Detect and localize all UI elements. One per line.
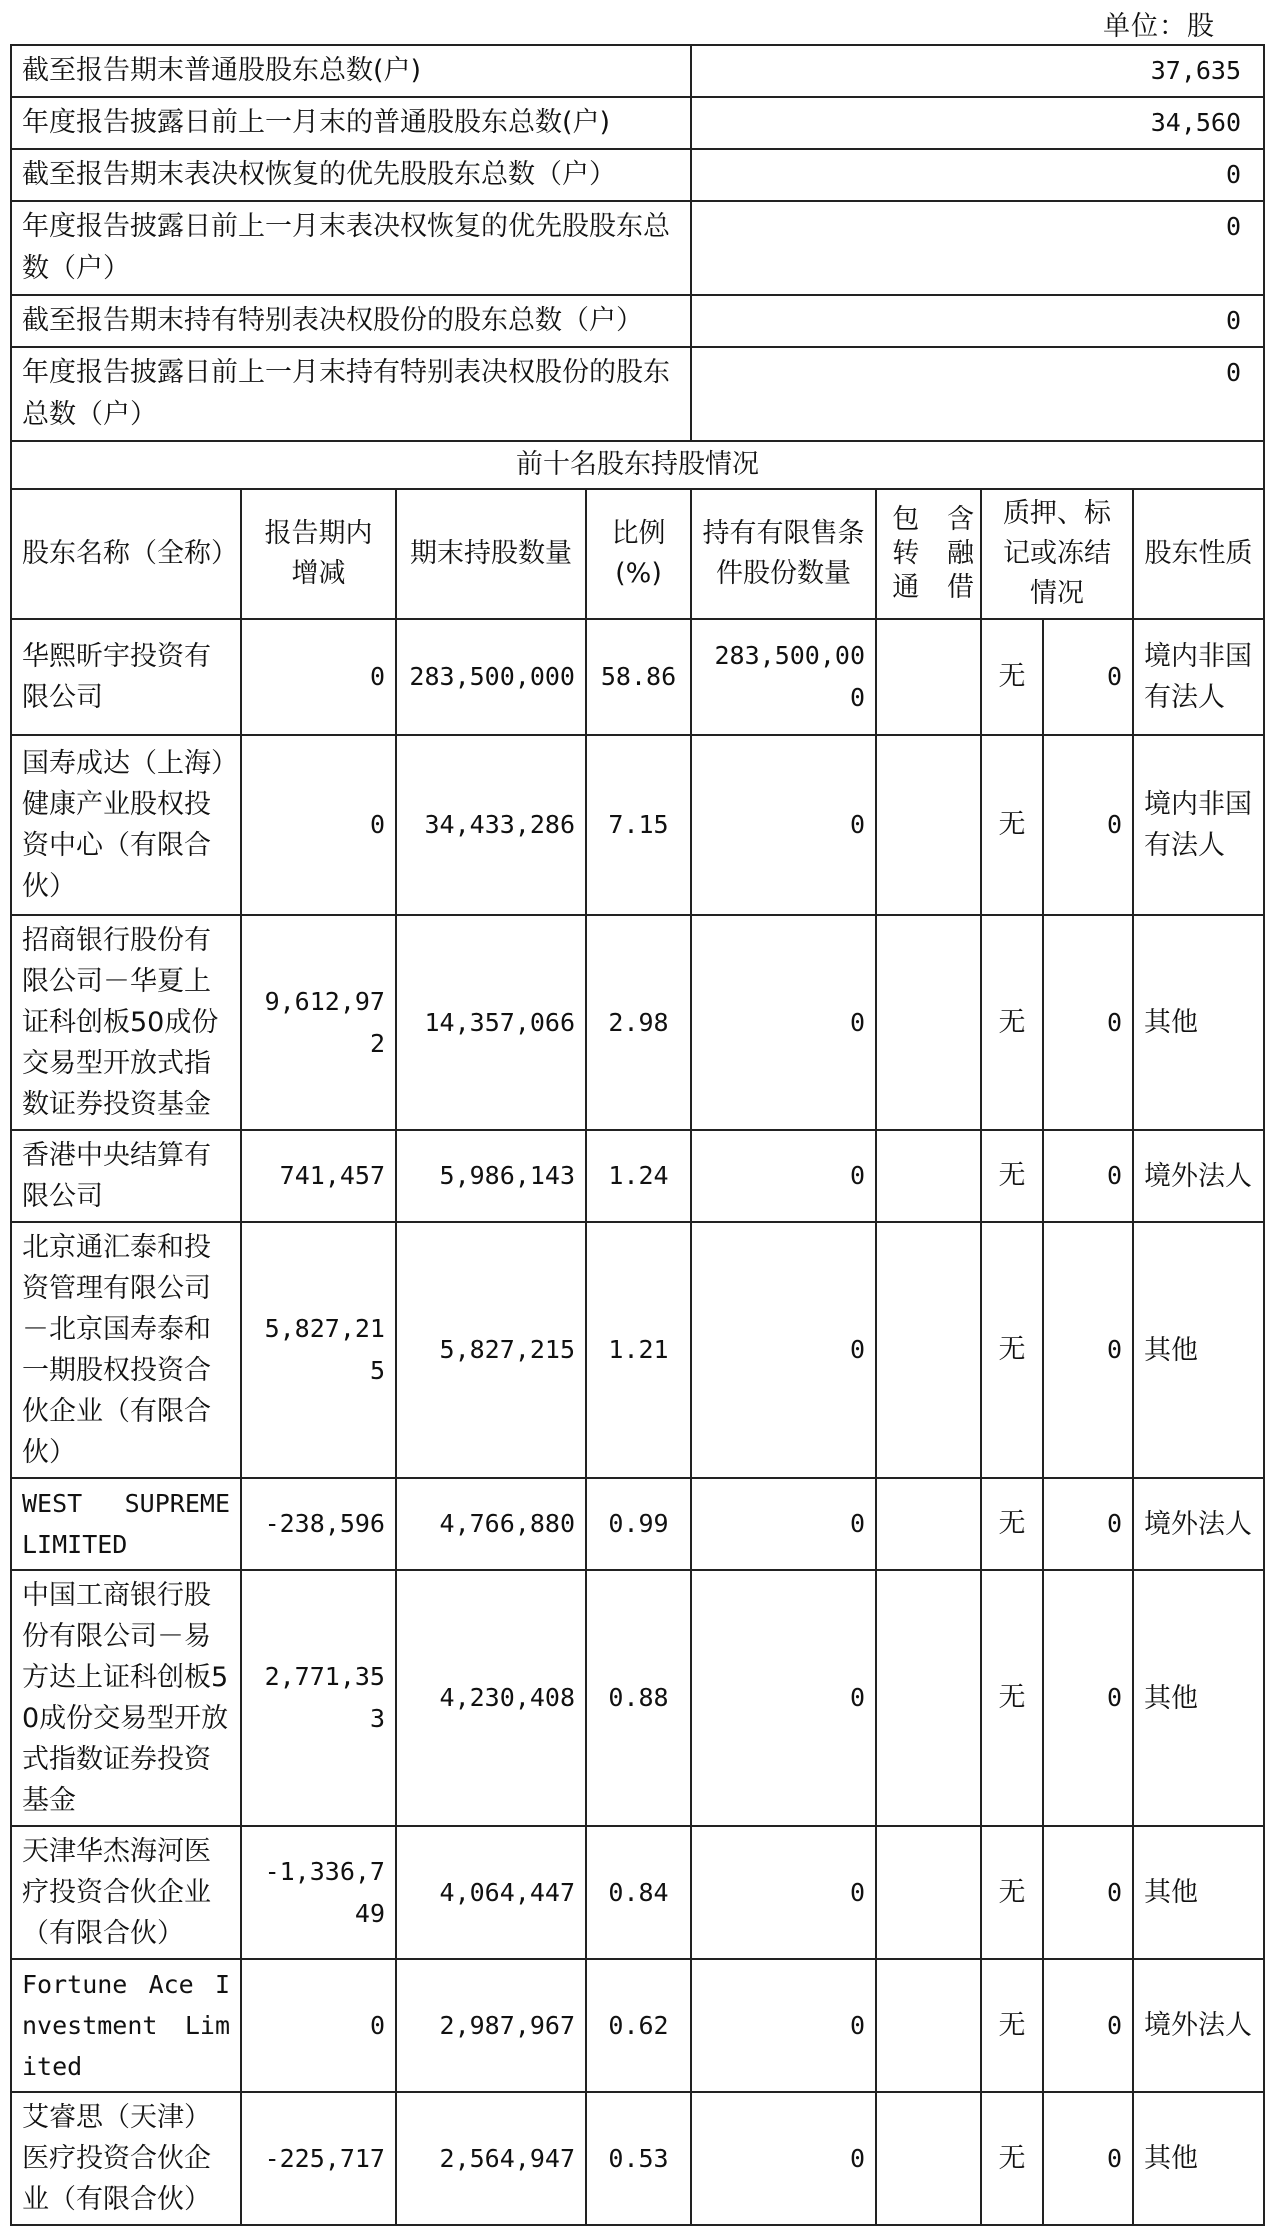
pledge-qty-cell: 0 [1043, 915, 1133, 1130]
summary-label: 年度报告披露日前上一月末表决权恢复的优先股股东总数（户） [11, 201, 691, 295]
ratio-cell: 58.86 [586, 619, 691, 735]
shares-cell: 4,230,408 [396, 1570, 586, 1826]
table-row [11, 735, 1264, 915]
change-cell: -238,596 [241, 1478, 396, 1570]
pledge-qty-cell: 0 [1043, 1826, 1133, 1959]
table-row [11, 1478, 1264, 1570]
nature-cell: 境外法人 [1133, 1130, 1264, 1222]
header-nature: 股东性质 [1133, 489, 1264, 619]
section-title: 前十名股东持股情况 [11, 441, 1264, 489]
summary-row [11, 97, 1264, 149]
pledge-status-cell: 无 [981, 1570, 1043, 1826]
shares-cell: 5,986,143 [396, 1130, 586, 1222]
nature-cell: 其他 [1133, 915, 1264, 1130]
ratio-cell: 0.62 [586, 1959, 691, 2092]
change-cell: 0 [241, 619, 396, 735]
summary-row [11, 295, 1264, 347]
shares-cell: 34,433,286 [396, 735, 586, 915]
restricted-cell: 283,500,000 [691, 619, 876, 735]
header-ratio: 比例(%) [586, 489, 691, 619]
shareholder-name: 香港中央结算有限公司 [11, 1130, 241, 1222]
shares-cell: 283,500,000 [396, 619, 586, 735]
shares-cell: 2,564,947 [396, 2092, 586, 2225]
header-lent-char: 含 [947, 504, 975, 535]
summary-label: 截至报告期末持有特别表决权股份的股东总数（户） [11, 295, 691, 347]
pledge-qty-cell: 0 [1043, 2092, 1133, 2225]
pledge-status-cell: 无 [981, 1478, 1043, 1570]
lent-cell [876, 619, 981, 735]
shareholder-name: 北京通汇泰和投资管理有限公司－北京国寿泰和一期股权投资合伙企业（有限合伙） [11, 1222, 241, 1478]
pledge-qty-cell: 0 [1043, 1570, 1133, 1826]
ratio-cell: 1.21 [586, 1222, 691, 1478]
table-row [11, 619, 1264, 735]
summary-label: 年度报告披露日前上一月末持有特别表决权股份的股东总数（户） [11, 347, 691, 441]
change-cell: 741,457 [241, 1130, 396, 1222]
restricted-cell: 0 [691, 1222, 876, 1478]
shareholder-name: 艾睿思（天津）医疗投资合伙企业（有限合伙） [11, 2092, 241, 2225]
lent-cell [876, 735, 981, 915]
pledge-status-cell: 无 [981, 915, 1043, 1130]
change-cell: 0 [241, 1959, 396, 2092]
pledge-qty-cell: 0 [1043, 735, 1133, 915]
ratio-cell: 0.53 [586, 2092, 691, 2225]
table-row [11, 915, 1264, 1130]
restricted-cell: 0 [691, 1959, 876, 2092]
header-row [11, 489, 1264, 619]
change-cell: 2,771,353 [241, 1570, 396, 1826]
ratio-cell: 0.99 [586, 1478, 691, 1570]
shares-cell: 4,766,880 [396, 1478, 586, 1570]
nature-cell: 其他 [1133, 1222, 1264, 1478]
summary-label: 截至报告期末表决权恢复的优先股股东总数（户） [11, 149, 691, 201]
pledge-status-cell: 无 [981, 1826, 1043, 1959]
restricted-cell: 0 [691, 915, 876, 1130]
header-shares: 期末持股数量 [396, 489, 586, 619]
header-name: 股东名称（全称） [11, 489, 241, 619]
pledge-status-cell: 无 [981, 2092, 1043, 2225]
nature-cell: 境内非国有法人 [1133, 619, 1264, 735]
pledge-qty-cell: 0 [1043, 619, 1133, 735]
restricted-cell: 0 [691, 1826, 876, 1959]
lent-cell [876, 1570, 981, 1826]
restricted-cell: 0 [691, 1570, 876, 1826]
table-row [11, 2092, 1264, 2225]
summary-value: 34,560 [691, 97, 1264, 149]
summary-value: 0 [691, 149, 1264, 201]
shares-cell: 14,357,066 [396, 915, 586, 1130]
ratio-cell: 7.15 [586, 735, 691, 915]
restricted-cell: 0 [691, 1130, 876, 1222]
section-title-row [11, 441, 1264, 489]
header-restricted: 持有有限售条件股份数量 [691, 489, 876, 619]
lent-cell [876, 1130, 981, 1222]
table-row [11, 1570, 1264, 1826]
summary-row [11, 45, 1264, 97]
summary-value: 0 [691, 201, 1264, 295]
lent-cell [876, 915, 981, 1130]
restricted-cell: 0 [691, 1478, 876, 1570]
unit-label: 单位：股 [1103, 11, 1215, 42]
summary-label: 年度报告披露日前上一月末的普通股股东总数(户) [11, 97, 691, 149]
ratio-cell: 1.24 [586, 1130, 691, 1222]
shareholder-name: 招商银行股份有限公司－华夏上证科创板50成份交易型开放式指数证券投资基金 [11, 915, 241, 1130]
shareholder-name: 国寿成达（上海）健康产业股权投资中心（有限合伙） [11, 735, 241, 915]
header-pledge: 质押、标记或冻结情况 [981, 489, 1133, 619]
shareholder-name: 中国工商银行股份有限公司－易方达上证科创板50成份交易型开放式指数证券投资基金 [11, 1570, 241, 1826]
header-lent [876, 489, 981, 619]
pledge-qty-cell: 0 [1043, 1478, 1133, 1570]
header-lent-char: 转 [892, 538, 920, 569]
header-change: 报告期内增减 [241, 489, 396, 619]
shareholder-name: Fortune Ace Investment Limited [11, 1959, 241, 2092]
nature-cell: 境外法人 [1133, 1478, 1264, 1570]
header-lent-char: 包 [892, 504, 920, 535]
table-row [11, 1826, 1264, 1959]
shareholder-name: WEST SUPREME LIMITED [11, 1478, 241, 1570]
ratio-cell: 2.98 [586, 915, 691, 1130]
header-lent-char: 通 [892, 572, 920, 603]
nature-cell: 境外法人 [1133, 1959, 1264, 2092]
shareholder-name: 天津华杰海河医疗投资合伙企业（有限合伙） [11, 1826, 241, 1959]
pledge-status-cell: 无 [981, 1222, 1043, 1478]
pledge-status-cell: 无 [981, 735, 1043, 915]
ratio-cell: 0.84 [586, 1826, 691, 1959]
change-cell: -225,717 [241, 2092, 396, 2225]
summary-label: 截至报告期末普通股股东总数(户) [11, 45, 691, 97]
summary-row [11, 201, 1264, 295]
table-row [11, 1222, 1264, 1478]
pledge-qty-cell: 0 [1043, 1222, 1133, 1478]
summary-row [11, 347, 1264, 441]
table-row [11, 1130, 1264, 1222]
restricted-cell: 0 [691, 735, 876, 915]
nature-cell: 其他 [1133, 2092, 1264, 2225]
shares-cell: 2,987,967 [396, 1959, 586, 2092]
summary-value: 37,635 [691, 45, 1264, 97]
shareholder-name: 华熙昕宇投资有限公司 [11, 619, 241, 735]
pledge-qty-cell: 0 [1043, 1130, 1133, 1222]
pledge-status-cell: 无 [981, 1130, 1043, 1222]
change-cell: 9,612,972 [241, 915, 396, 1130]
header-lent-char: 融 [947, 538, 975, 569]
shares-cell: 4,064,447 [396, 1826, 586, 1959]
ratio-cell: 0.88 [586, 1570, 691, 1826]
nature-cell: 其他 [1133, 1826, 1264, 1959]
change-cell: 0 [241, 735, 396, 915]
summary-row [11, 149, 1264, 201]
lent-cell [876, 1478, 981, 1570]
lent-cell [876, 1826, 981, 1959]
change-cell: -1,336,749 [241, 1826, 396, 1959]
nature-cell: 境内非国有法人 [1133, 735, 1264, 915]
shareholder-table [10, 44, 1265, 2226]
pledge-status-cell: 无 [981, 619, 1043, 735]
summary-value: 0 [691, 295, 1264, 347]
summary-value: 0 [691, 347, 1264, 441]
nature-cell: 其他 [1133, 1570, 1264, 1826]
header-lent-char: 借 [947, 572, 975, 603]
restricted-cell: 0 [691, 2092, 876, 2225]
pledge-qty-cell: 0 [1043, 1959, 1133, 2092]
change-cell: 5,827,215 [241, 1222, 396, 1478]
lent-cell [876, 2092, 981, 2225]
lent-cell [876, 1959, 981, 2092]
shares-cell: 5,827,215 [396, 1222, 586, 1478]
lent-cell [876, 1222, 981, 1478]
table-row [11, 1959, 1264, 2092]
pledge-status-cell: 无 [981, 1959, 1043, 2092]
